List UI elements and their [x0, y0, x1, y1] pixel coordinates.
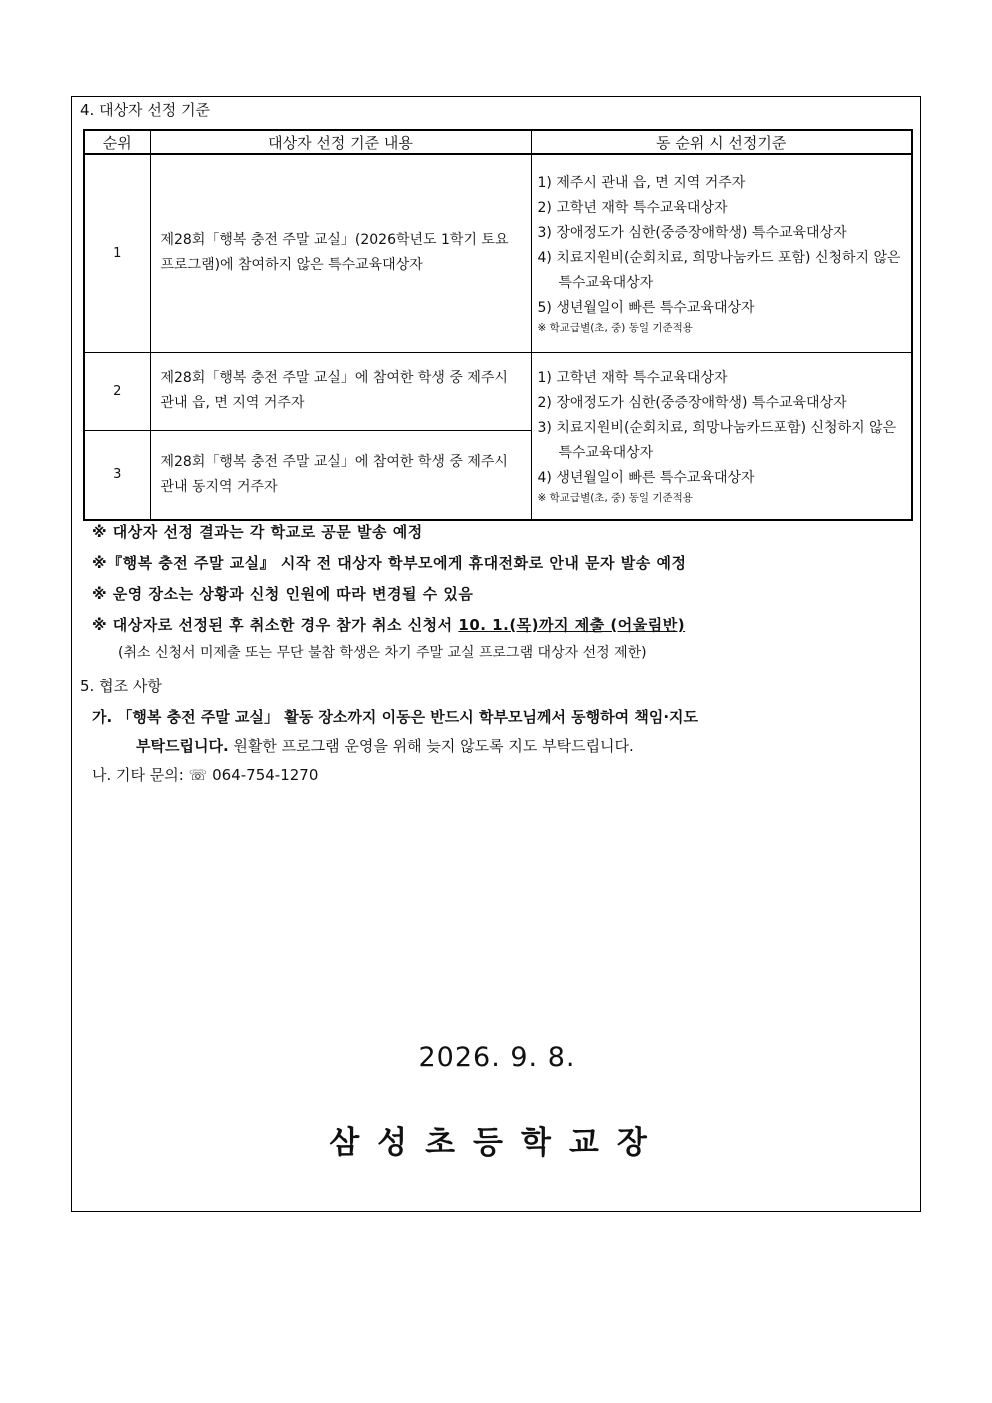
note-result-notice: ※ 대상자 선정 결과는 각 학교로 공문 발송 예정	[92, 523, 423, 541]
header-rank: 순위	[84, 130, 150, 154]
note-cancellation-detail: (취소 신청서 미제출 또는 무단 불참 학생은 차기 주말 교실 프로그램 대상자 선정 제한)	[118, 645, 647, 661]
coop-item-a-request: 부탁드립니다.	[136, 737, 229, 755]
criteria-cell: 제28회「행복 충전 주말 교실」에 참여한 학생 중 제주시 관내 읍, 면 지역 거주자	[150, 352, 531, 430]
rank-cell: 1	[84, 154, 150, 352]
tiebreak-note: ※ 학교급별(초, 중) 동일 기준적용	[537, 321, 693, 334]
tiebreak-item: 1) 고학년 재학 특수교육대상자	[537, 369, 728, 386]
coop-item-a-detail: 원활한 프로그램 운영을 위해 늦지 않도록 지도 부탁드립니다.	[228, 737, 634, 755]
tiebreak-item: 4) 생년월일이 빠른 특수교육대상자	[537, 469, 755, 486]
section-4-title: 4. 대상자 선정 기준	[80, 101, 211, 119]
tiebreak-item: 3) 장애정도가 심한(중증장애학생) 특수교육대상자	[537, 224, 847, 241]
tiebreak-cell	[531, 352, 912, 520]
note-cancellation	[92, 610, 912, 641]
note-sms-notice: ※『행복 충전 주말 교실』 시작 전 대상자 학부모에게 휴대전화로 안내 문자 발송 예정	[92, 554, 687, 572]
header-criteria: 대상자 선정 기준 내용	[150, 130, 531, 154]
criteria-cell: 제28회「행복 충전 주말 교실」에 참여한 학생 중 제주시 관내 동지역 거주자	[150, 430, 531, 520]
coop-item-b-contact: 나. 기타 문의: ☏ 064-754-1270	[92, 766, 319, 784]
tiebreak-item: 5) 생년월일이 빠른 특수교육대상자	[537, 299, 755, 316]
tiebreak-item: 2) 고학년 재학 특수교육대상자	[537, 199, 728, 216]
table-header-row	[84, 130, 912, 154]
tiebreak-item: 4) 치료지원비(순회치료, 희망나눔카드 포함) 신청하지 않은 특수교육대상자	[537, 249, 901, 291]
document-frame	[71, 96, 921, 1212]
tiebreak-item: 1) 제주시 관내 읍, 면 지역 거주자	[537, 174, 746, 191]
tiebreak-item: 3) 치료지원비(순회치료, 희망나눔카드포함) 신청하지 않은 특수교육대상자	[537, 419, 897, 461]
note-venue-change: ※ 운영 장소는 상황과 신청 인원에 따라 변경될 수 있음	[92, 585, 474, 603]
rank-cell: 2	[84, 352, 150, 430]
tiebreak-cell	[531, 154, 912, 352]
selection-criteria-table	[83, 129, 913, 521]
note-cancellation-deadline: 10. 1.(목)까지 제출 (어울림반)	[458, 616, 686, 634]
header-tiebreak: 동 순위 시 선정기준	[531, 130, 912, 154]
criteria-cell: 제28회「행복 충전 주말 교실」(2026학년도 1학기 토요프로그램)에 참여하지 않은 특수교육대상자	[150, 154, 531, 352]
rank-cell: 3	[84, 430, 150, 520]
cooperation-block	[92, 703, 922, 790]
signer-name: 삼성초등학교장	[329, 1125, 665, 1161]
table-row	[84, 352, 912, 430]
note-cancellation-text: ※ 대상자로 선정된 후 취소한 경우 참가 취소 신청서	[92, 616, 459, 634]
tiebreak-note: ※ 학교급별(초, 중) 동일 기준적용	[537, 491, 693, 504]
document-date: 2026. 9. 8.	[418, 1042, 576, 1073]
table-row	[84, 154, 912, 352]
section-5-title: 5. 협조 사항	[80, 677, 162, 695]
coop-item-a: 가. 「행복 충전 주말 교실」 활동 장소까지 이동은 반드시 학부모님께서 동행하여 책임·지도	[92, 708, 698, 726]
tiebreak-item: 2) 장애정도가 심한(중증장애학생) 특수교육대상자	[537, 394, 847, 411]
coop-item-a-continued	[92, 732, 922, 761]
notes-block	[92, 517, 912, 665]
